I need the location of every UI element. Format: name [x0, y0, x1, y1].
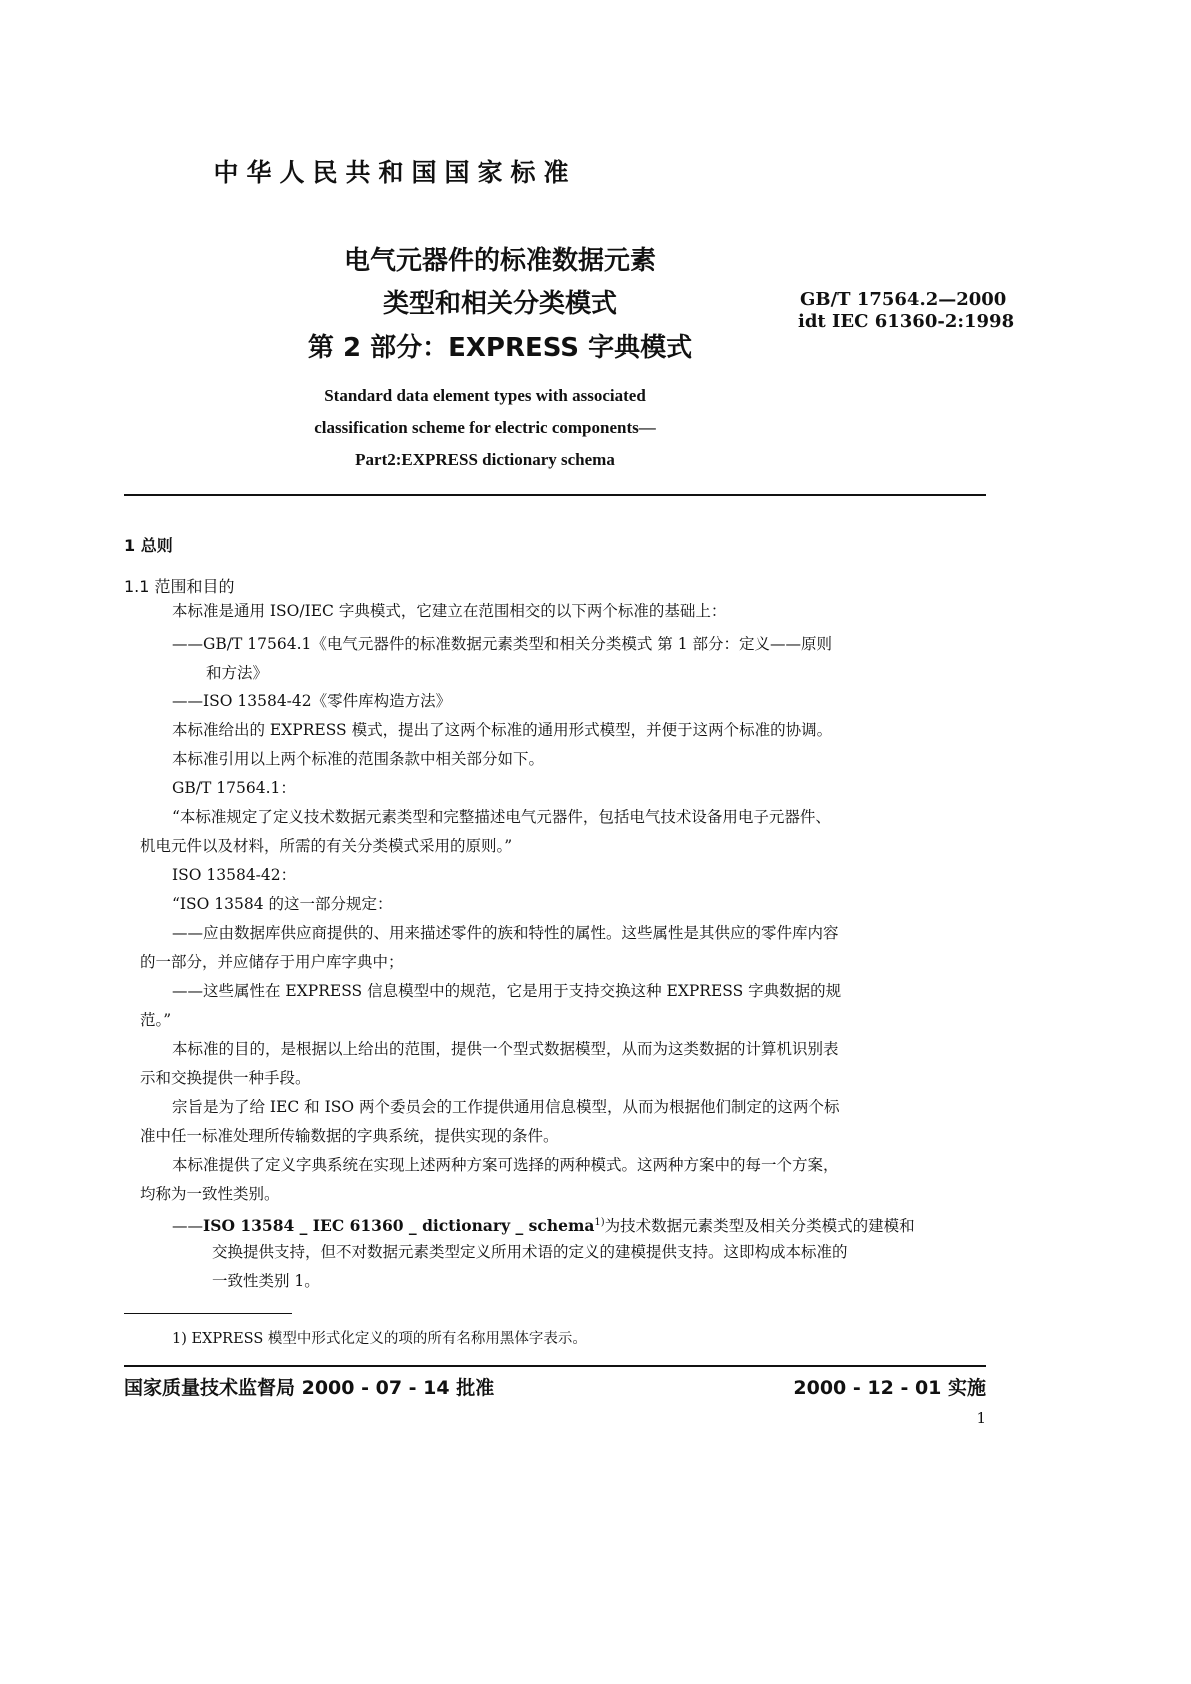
title-cn-line-3: 第 2 部分：EXPRESS 字典模式	[307, 333, 693, 363]
schema-description: 为技术数据元素类型及相关分类模式的建模和	[604, 1217, 915, 1236]
body-paragraph-continuation: 均称为一致性类别。	[140, 1185, 280, 1203]
idt-reference: idt IEC 61360-2:1998	[798, 311, 1015, 332]
body-reference: ISO 13584-42：	[172, 866, 297, 884]
body-list-item-schema	[172, 1213, 915, 1236]
footnote: 1) EXPRESS 模型中形式化定义的项的所有名称用黑体字表示。	[172, 1331, 587, 1347]
title-en-line-3: Part2:EXPRESS dictionary schema	[355, 450, 615, 469]
body-paragraph: 本标准提供了定义字典系统在实现上述两种方案可选择的两种模式。这两种方案中的每一个方案，	[172, 1156, 839, 1174]
body-list-item-continuation: 和方法》	[206, 664, 269, 682]
title-cn-line-1: 电气元器件的标准数据元素	[343, 246, 656, 276]
page-number: 1	[976, 1409, 986, 1427]
schema-name: ISO 13584 _ IEC 61360 _ dictionary _ schema	[203, 1216, 595, 1236]
body-list-item-continuation: 一致性类别 1。	[212, 1272, 320, 1290]
body-paragraph-continuation: 示和交换提供一种手段。	[140, 1069, 311, 1087]
list-dash: ——	[172, 1217, 203, 1236]
body-quote: “本标准规定了定义技术数据元素类型和完整描述电气元器件，包括电气技术设备用电子元器件、	[172, 808, 831, 826]
body-quote-continuation: 机电元件以及材料，所需的有关分类模式采用的原则。”	[140, 837, 513, 855]
footnote-marker: 1)	[594, 1217, 605, 1228]
implementation-date: 2000 - 12 - 01 实施	[793, 1377, 986, 1399]
title-cn-line-2: 类型和相关分类模式	[382, 289, 617, 319]
body-paragraph: 宗旨是为了给 IEC 和 ISO 两个委员会的工作提供通用信息模型，从而为根据他们制定的这两个标	[172, 1098, 840, 1116]
header-divider	[124, 494, 986, 496]
title-en-line-1: Standard data element types with associated	[324, 386, 646, 405]
body-quote: “ISO 13584 的这一部分规定：	[172, 895, 393, 913]
standard-number: GB/T 17564.2—2000	[800, 289, 1007, 310]
section-1-1-heading: 1.1 范围和目的	[124, 577, 235, 596]
title-en-line-2: classification scheme for electric components—	[314, 418, 656, 437]
body-list-item: ——ISO 13584-42《零件库构造方法》	[172, 692, 452, 710]
body-list-item-continuation: 交换提供支持，但不对数据元素类型定义所用术语的定义的建模提供支持。这即构成本标准的	[212, 1243, 848, 1261]
national-standard-heading: 中华人民共和国国家标准	[213, 158, 577, 187]
section-1-heading: 1 总则	[124, 536, 173, 555]
body-list-item: ——GB/T 17564.1《电气元器件的标准数据元素类型和相关分类模式 第 1 部分：定义——原则	[172, 635, 833, 653]
body-list-item-continuation: 范。”	[140, 1011, 172, 1029]
body-list-item-continuation: 的一部分，并应储存于用户库字典中；	[140, 953, 404, 971]
body-list-item: ——应由数据库供应商提供的、用来描述零件的族和特性的属性。这些属性是其供应的零件库内容	[172, 924, 839, 942]
footnote-divider	[124, 1313, 292, 1314]
approval-date: 国家质量技术监督局 2000 - 07 - 14 批准	[124, 1377, 495, 1399]
body-reference: GB/T 17564.1：	[172, 779, 296, 797]
body-paragraph: 本标准给出的 EXPRESS 模式，提出了这两个标准的通用形式模型，并便于这两个标准的协调。	[172, 721, 833, 739]
footer-divider	[124, 1365, 986, 1367]
body-paragraph-continuation: 准中任一标准处理所传输数据的字典系统，提供实现的条件。	[140, 1127, 559, 1145]
body-paragraph: 本标准引用以上两个标准的范围条款中相关部分如下。	[172, 750, 545, 768]
body-list-item: ——这些属性在 EXPRESS 信息模型中的规范，它是用于支持交换这种 EXPRESS 字典数据的规	[172, 982, 842, 1000]
body-paragraph: 本标准的目的，是根据以上给出的范围，提供一个型式数据模型，从而为这类数据的计算机识别表	[172, 1040, 839, 1058]
body-paragraph: 本标准是通用 ISO/IEC 字典模式，它建立在范围相交的以下两个标准的基础上：	[172, 602, 727, 620]
